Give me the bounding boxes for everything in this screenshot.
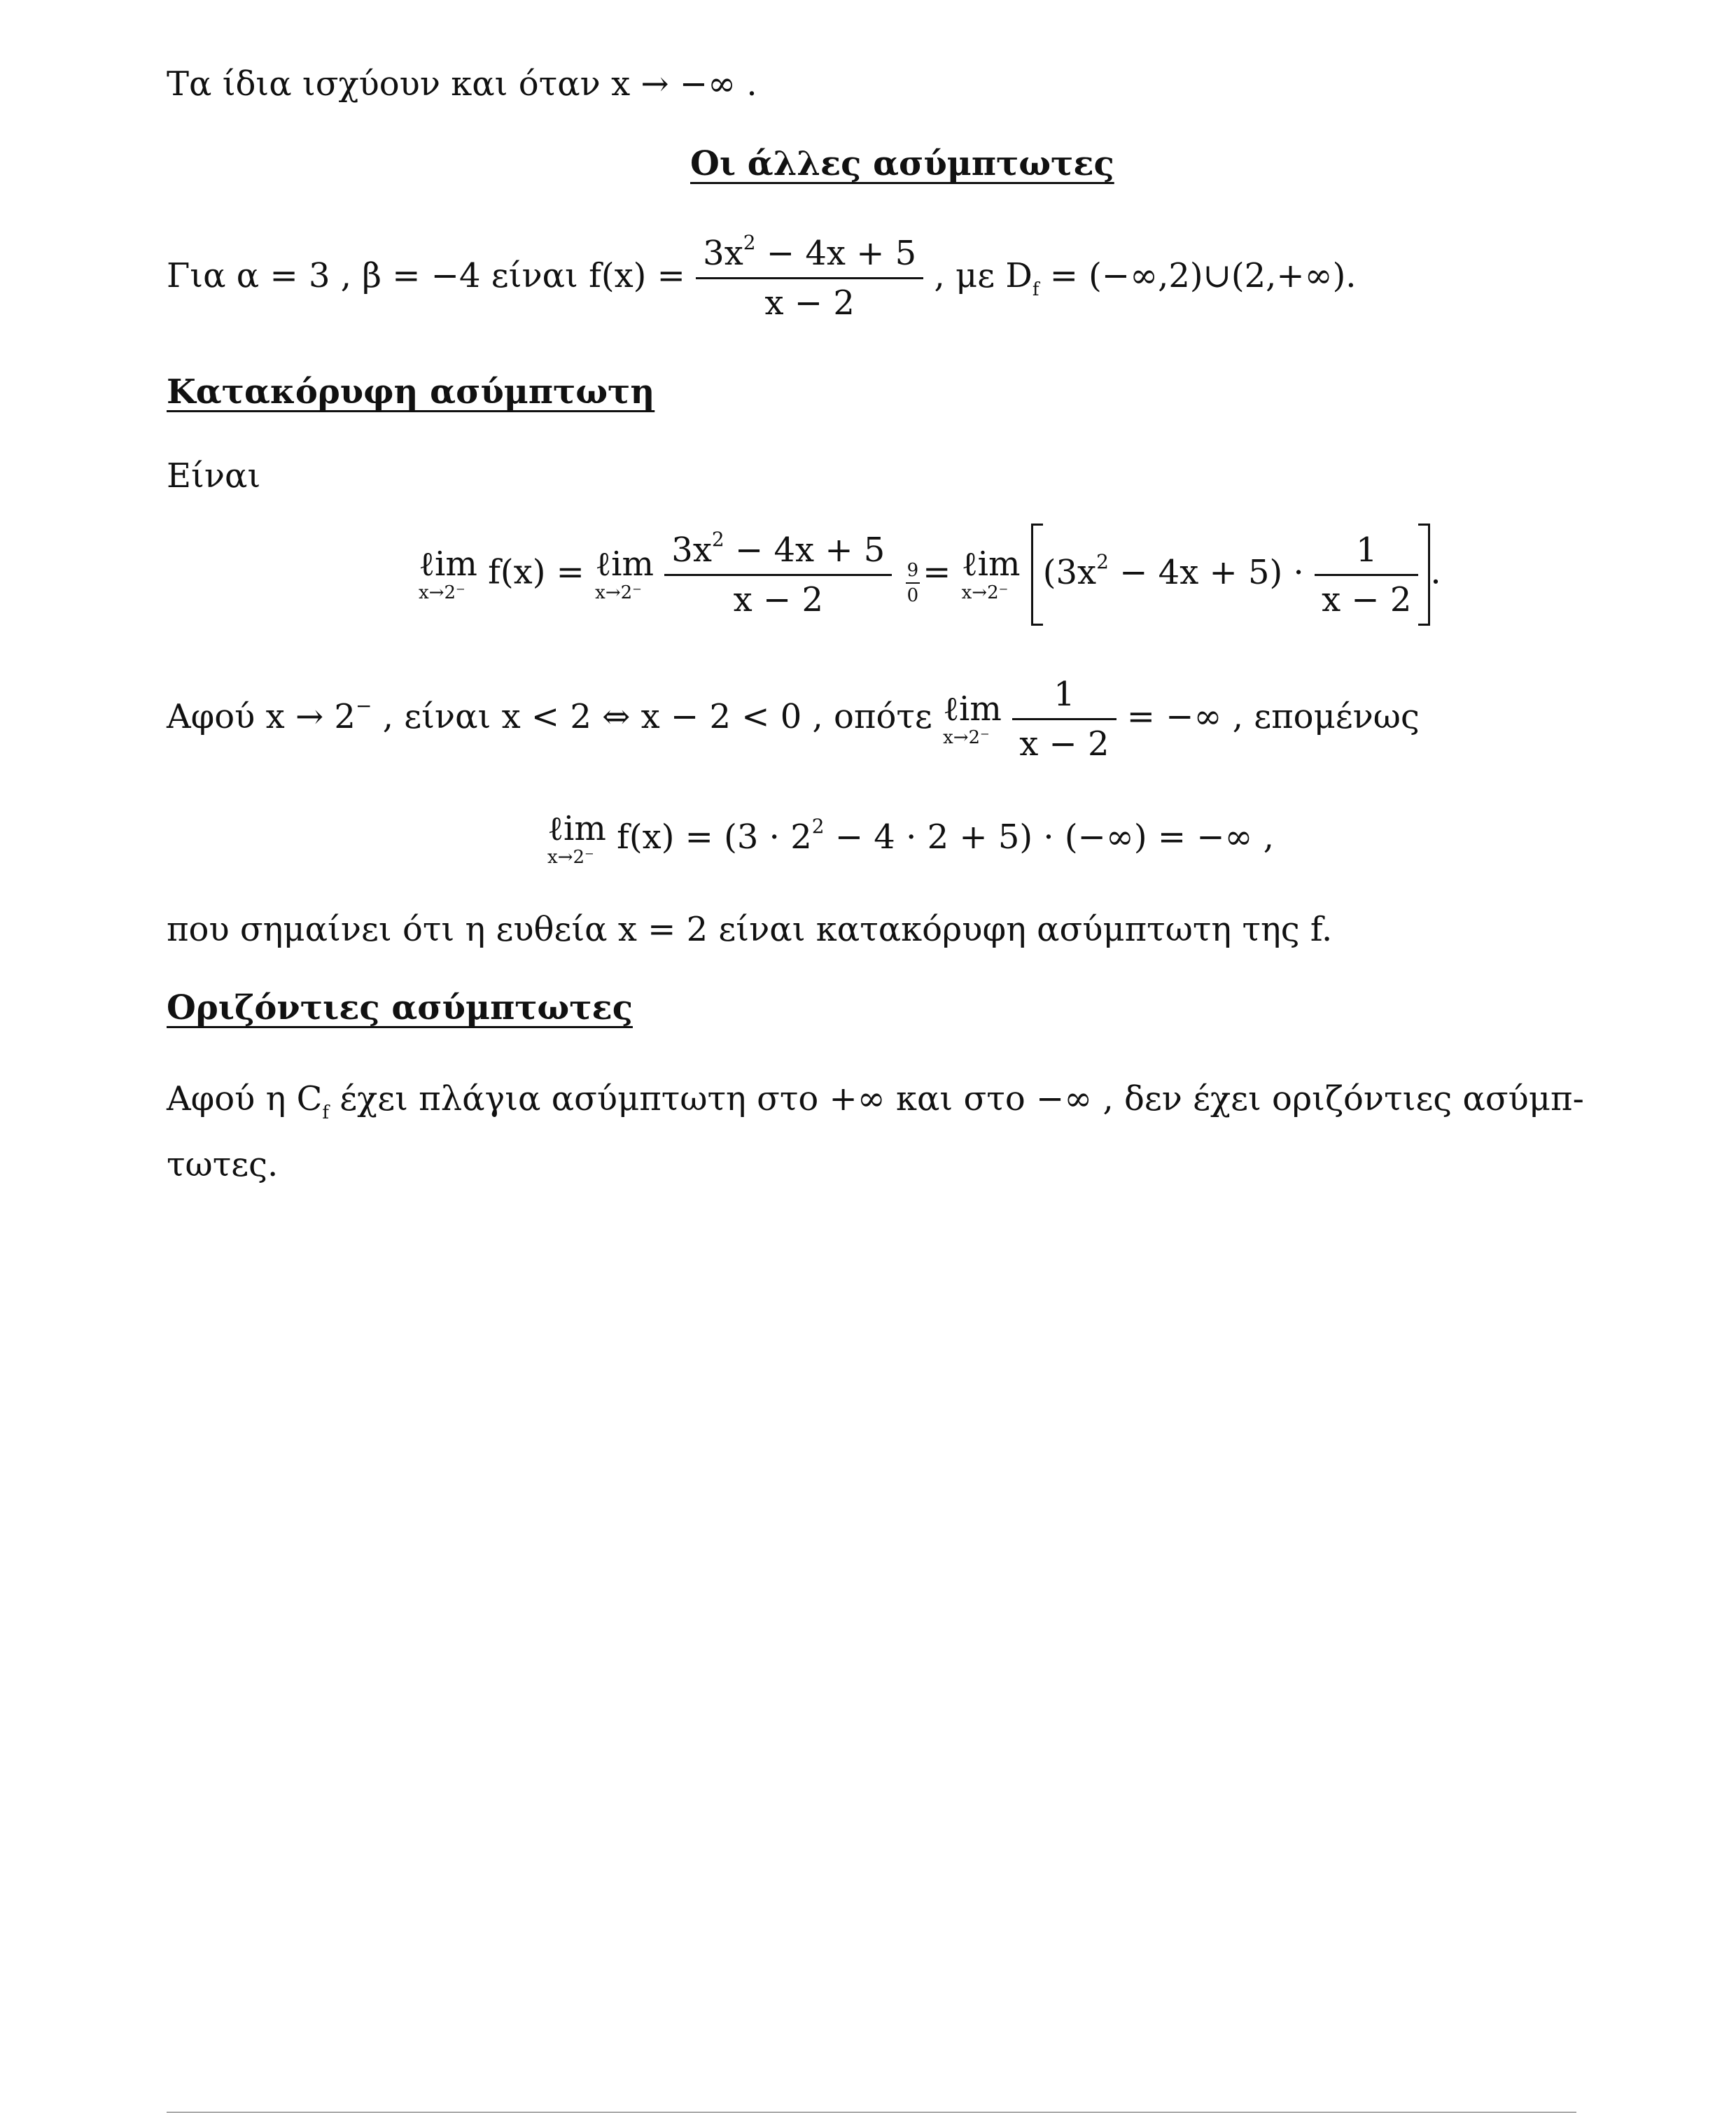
einai-text: Είναι <box>167 456 261 496</box>
section-title: Οι άλλες ασύμπτωτες <box>690 144 1114 183</box>
limit-equation-1: ℓim x→2⁻ f(x) = ℓim x→2⁻ $\frac{3x^2 - 4x + 5}{x - 2}$ $\frac{9}{0}$ = ℓim x→2⁻ $(3x^2 - 4x + 5)$ · $\frac{1}{x - 2}$ . <box>419 524 1441 626</box>
given-fraction: $\frac{3x^2 - 4x + 5}{x - 2}$ <box>696 237 923 320</box>
horizontal-asymptote-heading: Οριζόντιες ασύμπτωτες <box>167 988 633 1027</box>
afou-line: Αφού x → 2− , είναι x < 2 ⇔ x − 2 < 0 , οπότε ℓim x→2⁻ $\frac{1}{x - 2}$ = −∞ , επομένως <box>167 675 1420 764</box>
left-bracket <box>1031 524 1043 626</box>
conclusion-text: που σημαίνει ότι η ευθεία x = 2 είναι κατακόρυφη ασύμπτωτη της f. <box>167 910 1333 949</box>
vertical-asymptote-heading: Κατακόρυφη ασύμπτωτη <box>167 372 655 412</box>
limit-equation-2: ℓim x→2⁻ $f(x) = (3 \cdot 2^2 - 4 \cdot 2 + 5)$ · (−∞) = −∞ , <box>547 809 1275 868</box>
text-line-1: Τα ίδια ισχύουν και όταν x → −∞ . <box>167 64 757 104</box>
horizontal-text-line-1: Αφού η $C_f$ έχει πλάγια ασύμπτωτη στο +∞ και στο −∞ , δεν έχει οριζόντιες ασύμπ- <box>167 1079 1584 1123</box>
right-bracket <box>1418 524 1430 626</box>
given-function-line <box>167 231 1357 323</box>
nine-over-zero: $\frac{9}{0}$ <box>906 560 919 606</box>
horizontal-text-line-2: τωτες. <box>167 1145 279 1184</box>
given-domain: , με $D_f$ = (−∞,2)∪(2,+∞). <box>934 256 1357 300</box>
given-lead: Για α = 3 , β = −4 είναι f(x) = <box>167 256 685 295</box>
